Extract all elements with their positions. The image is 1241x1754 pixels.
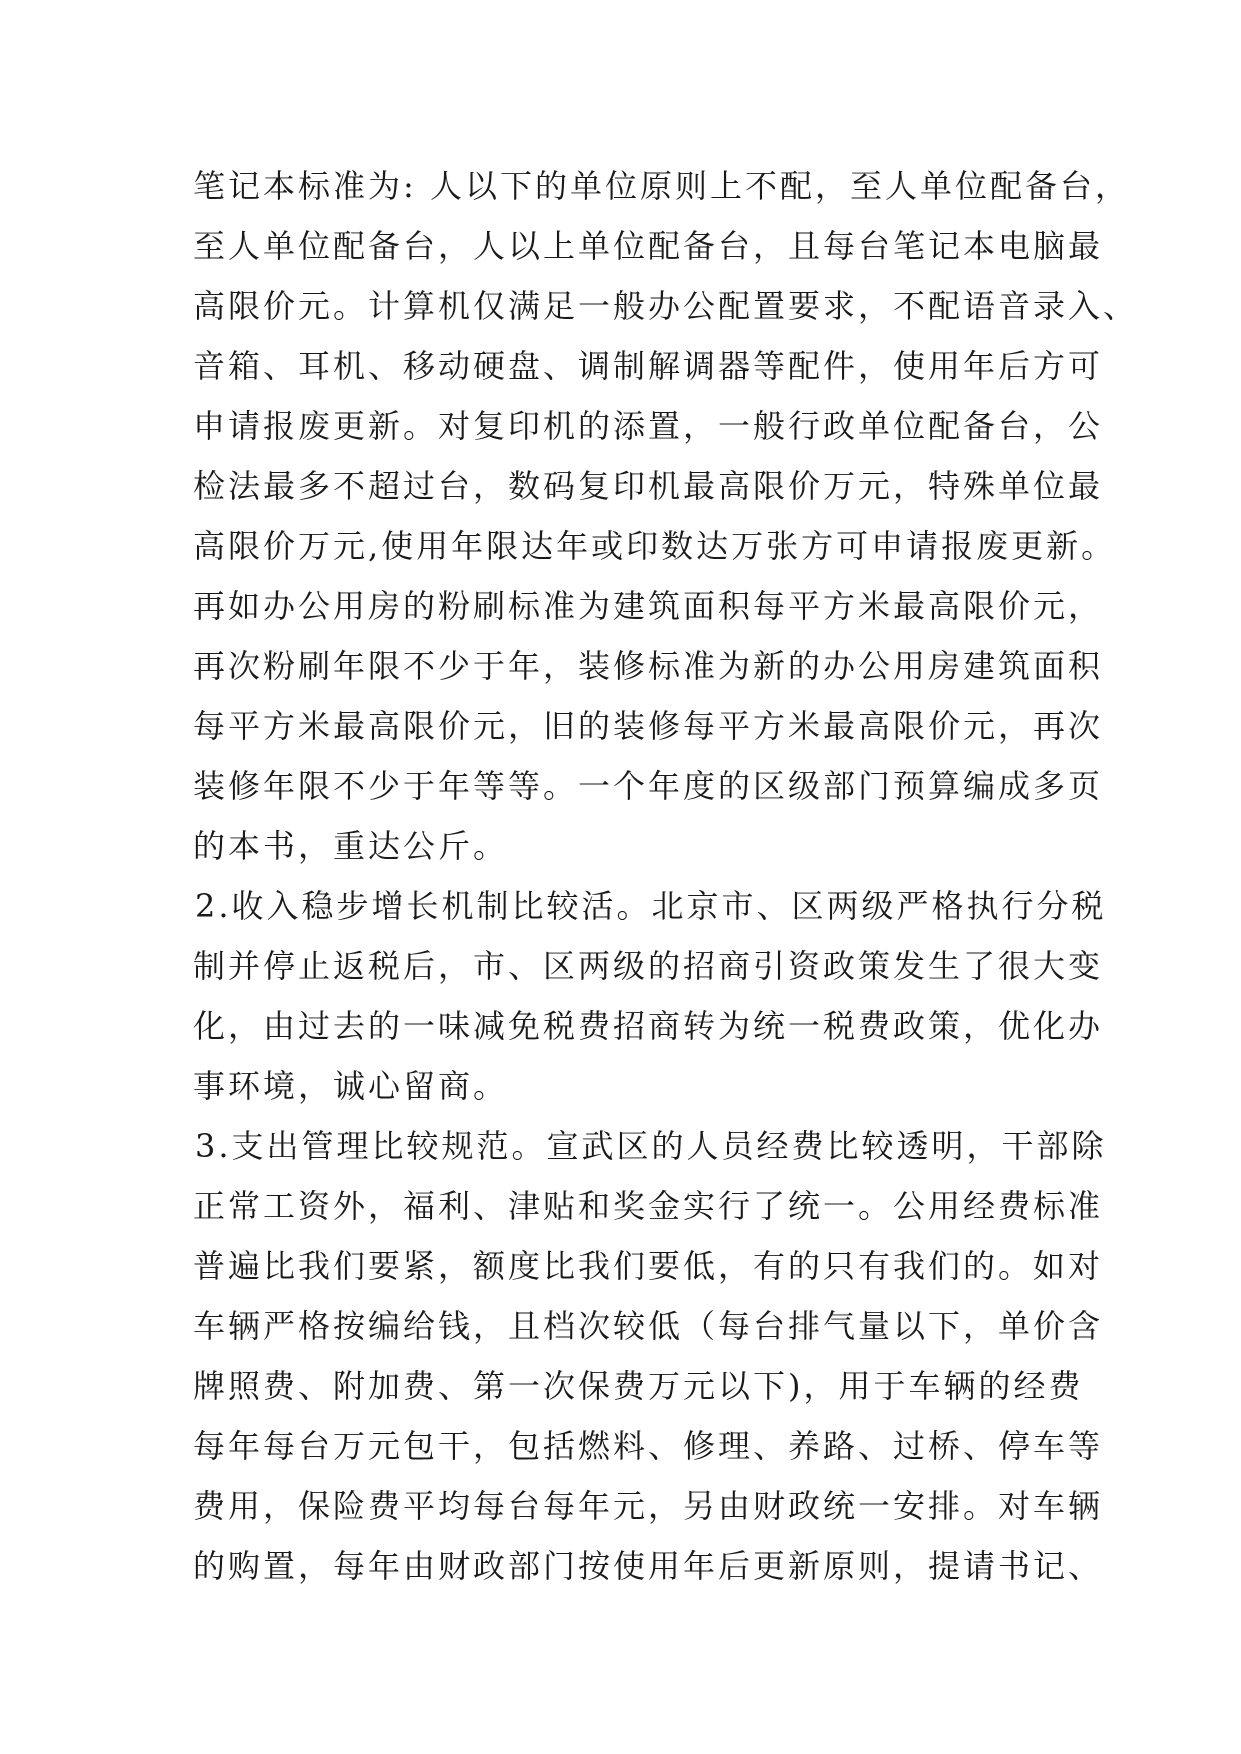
text-line: 普遍比我们要紧，额度比我们要低，有的只有我们的。如对 [193,1247,1104,1285]
section-2-heading-line: 2.收入稳步增长机制比较活。北京市、区两级严格执行分税 [195,887,1107,925]
text-line: 牌照费、附加费、第一次保费万元以下)，用于车辆的经费 [193,1367,1084,1405]
text-line: 检法最多不超过台，数码复印机最高限价万元，特殊单位最 [193,467,1104,505]
text-line: 至人单位配备台，人以上单位配备台，且每台笔记本电脑最 [193,227,1104,265]
text-line: 的本书，重达公斤。 [193,827,509,865]
text-line: 笔记本标准为: 人以下的单位原则上不配，至人单位配备台， [193,167,1130,205]
text-line: 高限价万元,使用年限达年或印数达万张方可申请报废更新。 [193,527,1117,565]
text-line: 申请报废更新。对复印机的添置，一般行政单位配备台，公 [193,407,1104,445]
text-line: 每年每台万元包干，包括燃料、修理、养路、过桥、停车等 [193,1427,1104,1465]
section-3-heading-line: 3.支出管理比较规范。宣武区的人员经费比较透明，干部除 [195,1127,1107,1165]
text-line: 化，由过去的一味减免税费招商转为统一税费政策，优化办 [193,1007,1104,1045]
body-text [193,156,1139,1596]
text-line: 再如办公用房的粉刷标准为建筑面积每平方米最高限价元， [193,587,1104,625]
text-line: 高限价元。计算机仅满足一般办公配置要求，不配语音录入、 [193,287,1139,325]
text-line: 费用，保险费平均每台每年元，另由财政统一安排。对车辆 [193,1487,1104,1525]
text-line: 装修年限不少于年等等。一个年度的区级部门预算编成多页 [193,767,1104,805]
text-line: 音箱、耳机、移动硬盘、调制解调器等配件，使用年后方可 [193,347,1104,385]
text-line: 每平方米最高限价元，旧的装修每平方米最高限价元，再次 [193,707,1104,745]
text-line: 车辆严格按编给钱，且档次较低（每台排气量以下，单价含 [193,1307,1104,1345]
text-line: 再次粉刷年限不少于年，装修标准为新的办公用房建筑面积 [193,647,1104,685]
text-line: 的购置，每年由财政部门按使用年后更新原则，提请书记、 [193,1547,1104,1585]
text-line: 制并停止返税后，市、区两级的招商引资政策发生了很大变 [193,947,1104,985]
text-line: 事环境，诚心留商。 [193,1067,509,1105]
text-line: 正常工资外，福利、津贴和奖金实行了统一。公用经费标准 [193,1187,1104,1225]
